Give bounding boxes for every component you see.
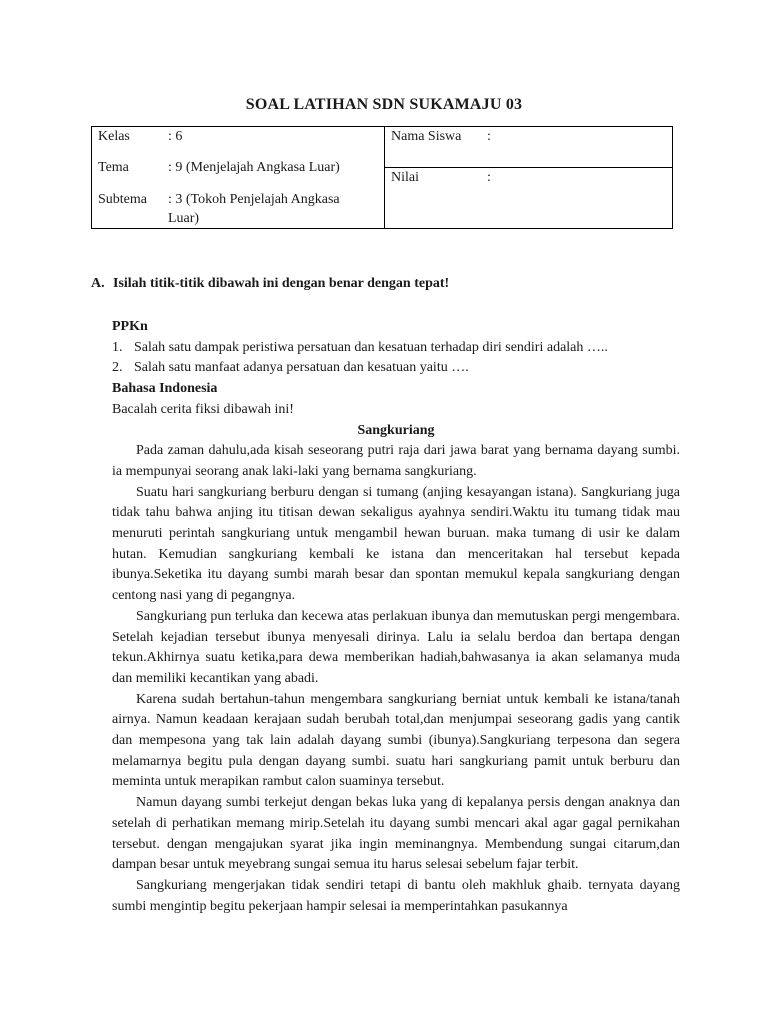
story-paragraph: Sangkuriang mengerjakan tidak sendiri tetapi di bantu oleh makhluk ghaib. ternyata dayang sumbi mengintip begitu pekerjaan hampir selesai ia memperintahkan pasukannya	[112, 877, 680, 914]
section-a-number: A.	[91, 276, 105, 291]
nilai-value: :	[487, 170, 491, 185]
tema-row	[98, 160, 340, 176]
story-paragraph: Pada zaman dahulu,ada kisah seseorang putri raja dari jawa barat yang bernama dayang sumbi. ia mempunyai seorang anak laki-laki yang bernama sangkuriang.	[112, 443, 680, 479]
section-a-heading	[91, 276, 449, 292]
story-paragraph: Sangkuriang pun terluka dan kecewa atas perlakuan ibunya dan memutuskan pergi mengembara. Setelah kejadian tersebut ibunya menyesali dirinya. Lalu ia selalu berdoa dan bertapa dengan tekun.Akhirnya suatu ketika,para dewa memberikan hadiah,bahwasanya ia akan selamanya muda dan memiliki kecantikan yang abadi.	[112, 608, 680, 686]
kelas-value: : 6	[168, 129, 183, 144]
story-paragraph: Suatu hari sangkuriang berburu dengan si tumang (anjing kesayangan istana). Sangkuriang juga tidak tahu bahwa anjing itu titisan dewan sekaligus ayahnya sendiri.Waktu itu tumang tidak mau menuruti perintah sangkuriang untuk mengambil hewan buruan. maka tumang di usir ke dalam hutan. Kemudian sangkuriang kembali ke istana dan menceritakan hal tersebut kepada ibunya.Seketika itu dayang sumbi marah besar dan spontan memukul kepala sangkuriang dengan centong nasi yang di pegangnya.	[112, 484, 680, 604]
nama-siswa-cell	[385, 127, 673, 168]
question-number: 1.	[112, 339, 123, 355]
reading-instruction: Bacalah cerita fiksi dibawah ini!	[112, 401, 294, 417]
nilai-label: Nilai	[391, 170, 419, 185]
tema-label: Tema	[98, 160, 129, 175]
kelas-label: Kelas	[98, 129, 130, 144]
kelas-row	[98, 129, 182, 145]
tema-value: : 9 (Menjelajah Angkasa Luar)	[168, 160, 340, 175]
class-info-cell	[92, 127, 385, 229]
nilai-cell	[385, 168, 673, 229]
nilai-row	[391, 170, 491, 186]
subtema-value: : 3 (Tokoh Penjelajah Angkasa Luar)	[168, 192, 340, 226]
question-text: Salah satu dampak peristiwa persatuan dan kesatuan terhadap diri sendiri adalah …..	[134, 339, 608, 355]
ppkn-question	[112, 338, 680, 359]
ppkn-question	[112, 358, 680, 379]
subtema-label: Subtema	[98, 192, 147, 207]
question-text: Salah satu manfaat adanya persatuan dan kesatuan yaitu ….	[134, 360, 469, 376]
story-paragraph: Namun dayang sumbi terkejut dengan bekas luka yang di kepalanya persis dengan anaknya dan setelah di perhatikan memang mirip.Setelah itu dayang sumbi mencari akal agar gagal pernikahan tersebut. dengan mengajukan syarat jika ingin meminangnya. Membendung sungai citarum,dan dampan besar untuk meyebrang sungai semua itu harus selesai sebelum fajar terbit.	[112, 795, 680, 873]
nama-siswa-label: Nama Siswa	[391, 129, 462, 144]
nama-siswa-row	[391, 129, 491, 145]
section-a-text: Isilah titik-titik dibawah ini dengan benar dengan tepat!	[113, 276, 450, 291]
story-paragraph: Karena sudah bertahun-tahun mengembara sangkuriang berniat untuk kembali ke istana/tanah airnya. Namun keadaan kerajaan sudah berubah total,dan menjumpai seseorang gadis yang cantik dan mempesona yang tak lain adalah dayang sumbi (ibunya).Sangkuriang terpesona dan segera melamarnya begitu pula dengan dayang sumbi. suatu hari sangkuriang pamit untuk berburu dan meminta untuk merapikan rambut calon suaminya tersebut.	[112, 691, 680, 790]
subtema-row	[98, 190, 358, 228]
question-number: 2.	[112, 360, 123, 376]
student-info-table	[91, 126, 673, 229]
content-body	[112, 317, 680, 917]
document-title: SOAL LATIHAN SDN SUKAMAJU 03	[245, 96, 523, 113]
ppkn-heading: PPKn	[112, 319, 148, 334]
nama-siswa-value: :	[487, 129, 491, 144]
story-title: Sangkuriang	[357, 422, 435, 438]
bahasa-heading: Bahasa Indonesia	[112, 381, 218, 397]
